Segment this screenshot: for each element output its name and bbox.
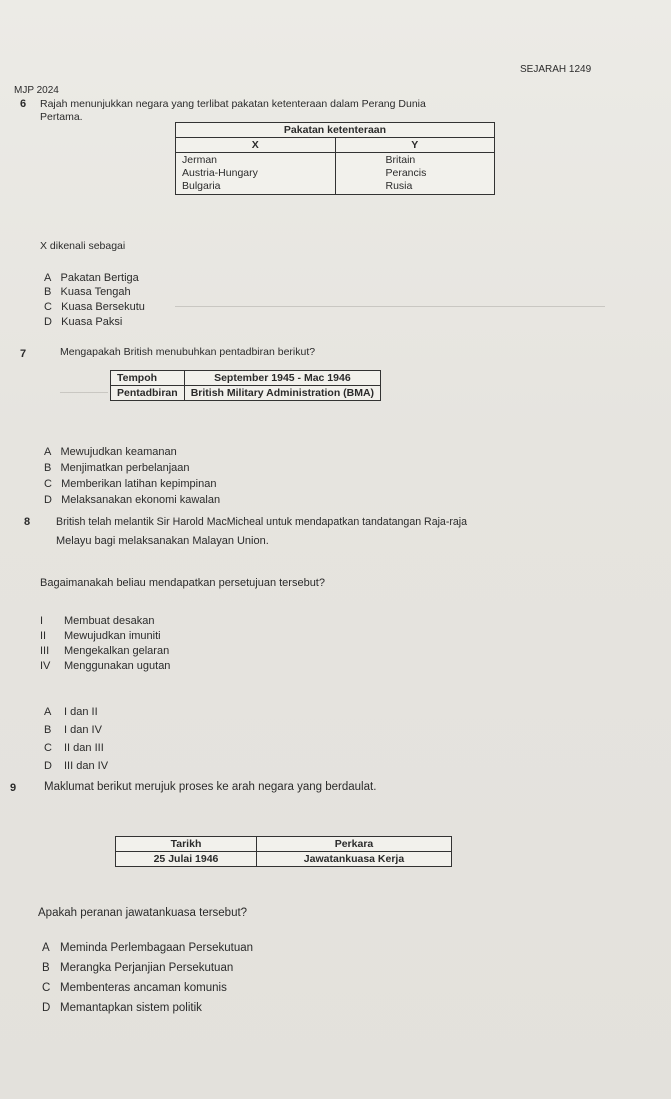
q6-option-d[interactable] bbox=[44, 316, 122, 329]
q7-option-a[interactable] bbox=[44, 446, 177, 459]
q6-x-item: Bulgaria bbox=[182, 180, 221, 192]
q8-statement-i bbox=[40, 615, 155, 628]
show-through-line bbox=[175, 306, 605, 307]
statement-numeral: IV bbox=[40, 660, 51, 672]
option-text: Kuasa Paksi bbox=[61, 316, 123, 328]
option-text: Kuasa Tengah bbox=[60, 286, 131, 298]
q6-stem-line1: Rajah menunjukkan negara yang terlibat pakatan ketenteraan dalam Perang Dunia bbox=[40, 98, 426, 110]
q8-option-d[interactable] bbox=[44, 760, 108, 773]
option-text: Pakatan Bertiga bbox=[60, 272, 139, 284]
q8-question: Bagaimanakah beliau mendapatkan persetujuan tersebut? bbox=[40, 577, 325, 589]
q7-option-c[interactable] bbox=[44, 478, 216, 491]
option-letter: A bbox=[44, 706, 52, 718]
option-text: Meminda Perlembagaan Persekutuan bbox=[60, 942, 254, 954]
q9-option-d[interactable] bbox=[42, 1002, 202, 1015]
option-letter: B bbox=[42, 962, 50, 974]
q8-number: 8 bbox=[24, 516, 31, 528]
q6-x-item: Austria-Hungary bbox=[182, 167, 258, 179]
q6-option-c[interactable] bbox=[44, 301, 145, 314]
q9-tarikh: 25 Julai 1946 bbox=[116, 852, 257, 867]
q6-x-item: Jerman bbox=[182, 154, 218, 166]
q7-administration-table bbox=[110, 370, 381, 401]
option-letter: D bbox=[44, 316, 52, 328]
option-letter: C bbox=[44, 478, 52, 490]
option-letter: D bbox=[44, 494, 52, 506]
q6-y-item: Rusia bbox=[385, 180, 413, 192]
q6-stem-line2: Pertama. bbox=[40, 111, 83, 123]
q8-option-c[interactable] bbox=[44, 742, 104, 755]
q6-y-item: Britain bbox=[385, 154, 416, 166]
option-text: Memberikan latihan kepimpinan bbox=[61, 478, 217, 490]
option-text: Kuasa Bersekutu bbox=[61, 301, 145, 313]
q6-table-col-y: Y bbox=[335, 138, 495, 153]
option-letter: D bbox=[42, 1002, 51, 1014]
q6-table-col-x: X bbox=[176, 138, 336, 153]
option-text: I dan II bbox=[64, 706, 98, 718]
q7-stem: Mengapakah British menubuhkan pentadbiran berikut? bbox=[60, 346, 316, 358]
q6-option-b[interactable] bbox=[44, 286, 131, 299]
statement-numeral: III bbox=[40, 645, 50, 657]
q6-table-x-cell bbox=[176, 153, 336, 195]
option-letter: A bbox=[44, 446, 52, 458]
option-text: II dan III bbox=[64, 742, 104, 754]
q6-y-item: Perancis bbox=[385, 167, 427, 179]
q6-option-a[interactable] bbox=[44, 272, 139, 285]
q8-statement-iii bbox=[40, 645, 169, 658]
option-letter: C bbox=[44, 301, 52, 313]
option-text: Memantapkan sistem politik bbox=[60, 1002, 202, 1014]
q8-statement-iv bbox=[40, 660, 170, 673]
option-text: III dan IV bbox=[64, 760, 109, 772]
statement-text: Membuat desakan bbox=[64, 615, 155, 627]
q8-option-b[interactable] bbox=[44, 724, 102, 737]
q9-perkara: Jawatankuasa Kerja bbox=[257, 852, 452, 867]
option-text: Membenteras ancaman komunis bbox=[60, 982, 227, 994]
q9-head-perkara: Perkara bbox=[257, 837, 452, 852]
option-letter: C bbox=[42, 982, 51, 994]
q7-option-b[interactable] bbox=[44, 462, 190, 475]
option-text: Menjimatkan perbelanjaan bbox=[60, 462, 190, 474]
option-text: I dan IV bbox=[64, 724, 102, 736]
q6-table-y-cell bbox=[335, 153, 495, 195]
q9-question: Apakah peranan jawatankuasa tersebut? bbox=[38, 907, 248, 919]
option-text: Merangka Perjanjian Persekutuan bbox=[60, 962, 234, 974]
statement-numeral: I bbox=[40, 615, 44, 627]
show-through-line bbox=[60, 392, 108, 393]
option-letter: C bbox=[44, 742, 52, 754]
statement-text: Mengekalkan gelaran bbox=[64, 645, 170, 657]
q8-option-a[interactable] bbox=[44, 706, 98, 719]
option-letter: A bbox=[44, 272, 52, 284]
q6-alliance-table bbox=[175, 122, 495, 195]
statement-text: Menggunakan ugutan bbox=[64, 660, 171, 672]
q7-option-d[interactable] bbox=[44, 494, 220, 507]
q9-stem: Maklumat berikut merujuk proses ke arah negara yang berdaulat. bbox=[44, 781, 377, 793]
q9-date-table bbox=[115, 836, 452, 867]
option-letter: B bbox=[44, 724, 52, 736]
option-letter: B bbox=[44, 286, 52, 298]
q7-value-pentadbiran: British Military Administration (BMA) bbox=[184, 386, 380, 401]
option-letter: A bbox=[42, 942, 50, 954]
subject-code: SEJARAH 1249 bbox=[520, 64, 592, 75]
option-letter: B bbox=[44, 462, 52, 474]
q9-option-a[interactable] bbox=[42, 942, 253, 955]
statement-text: Mewujudkan imuniti bbox=[64, 630, 161, 642]
q7-value-tempoh: September 1945 - Mac 1946 bbox=[184, 371, 380, 386]
q8-stem-line2: Melayu bagi melaksanakan Malayan Union. bbox=[56, 535, 269, 547]
q7-number: 7 bbox=[20, 348, 27, 360]
statement-numeral: II bbox=[40, 630, 47, 642]
q8-statement-ii bbox=[40, 630, 161, 643]
q8-stem-line1: British telah melantik Sir Harold MacMicheal untuk mendapatkan tandatangan Raja-raja bbox=[56, 516, 468, 528]
q9-option-c[interactable] bbox=[42, 982, 227, 995]
option-text: Melaksanakan ekonomi kawalan bbox=[61, 494, 221, 506]
q7-label-tempoh: Tempoh bbox=[111, 371, 185, 386]
q9-option-b[interactable] bbox=[42, 962, 233, 975]
q9-number: 9 bbox=[10, 782, 17, 794]
exam-source: MJP 2024 bbox=[14, 85, 59, 96]
option-letter: D bbox=[44, 760, 52, 772]
option-text: Mewujudkan keamanan bbox=[60, 446, 177, 458]
q7-label-pentadbiran: Pentadbiran bbox=[111, 386, 185, 401]
q6-number: 6 bbox=[20, 98, 27, 110]
q9-head-tarikh: Tarikh bbox=[116, 837, 257, 852]
q6-table-title: Pakatan ketenteraan bbox=[176, 123, 495, 138]
q6-prompt: X dikenali sebagai bbox=[40, 240, 126, 252]
